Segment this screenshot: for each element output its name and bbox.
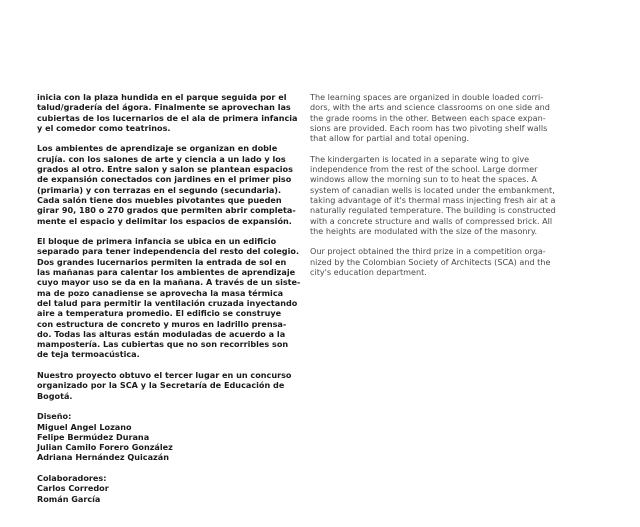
spanish-text-line: Carlos Corredor [37,483,109,494]
spanish-text-line: aire a temperatura promedio. El edificio se construye [37,308,282,319]
english-text-line: naturally regulated temperature. The building is constructed [310,205,556,216]
spanish-paragraph [37,473,289,504]
spanish-text-line: y el comedor como teatrinos. [37,122,171,133]
spanish-text-line: Cada salón tiene dos muebles pivotantes que pueden [37,194,282,205]
english-text-line: with a concrete structure and walls of compressed brick. All [310,215,553,226]
spanish-text-line: El bloque de primera infancia se ubica en un edificio [37,236,277,247]
spanish-text-line: organizado por la SCA y la Secretaría de Educación de [37,380,285,391]
spanish-text-line: de teja termoacústica. [37,349,140,360]
english-text-line: The learning spaces are organized in double loaded corri- [310,92,544,102]
spanish-text-line: Los ambientes de aprendizaje se organizan en doble [37,143,278,154]
english-text-line: the grade rooms in the other. Between each space expan- [310,112,546,123]
spanish-text-line: Dos grandes lucernarios permiten la entrada de sol en [37,256,287,267]
english-paragraph [310,246,572,277]
spanish-text-line: cubiertas de los lucernarios de el ala de primera infancia [37,112,298,123]
spanish-text-line: do. Todas las alturas están moduladas de acuerdo a la [37,328,286,339]
spanish-text-line: girar 90, 180 o 270 grados que permiten abrir completa- [37,205,296,216]
english-text-line: windows allow the morning sun to to heat the spaces. A [310,174,537,185]
english-text-line: sions are provided. Each room has two pivoting shelf walls [310,122,548,133]
english-paragraph [310,154,572,236]
english-text-line: city's education department. [310,267,427,278]
spanish-text-line: talud/gradería del ágora. Finalmente se aprovechan las [37,102,291,113]
spanish-text-line: Nuestro proyecto obtuvo el tercer lugar en un concurso [37,370,292,381]
spanish-text-line: separado para tener independencia del resto del colegio. [37,246,300,257]
spanish-text-line: grados al otro. Entre salon y salon se plantean espacios [37,164,293,175]
spanish-text-line: Diseño: [37,411,72,422]
spanish-text-line: mente el espacio y delimitar los espacios de expansión. [37,215,292,226]
spanish-text-line: inicia con la plaza hundida en el parque seguida por el [37,92,287,102]
spanish-text-line: con estructura de concreto y muros en ladrillo prensa- [37,318,287,329]
spanish-text-line: Felipe Bermúdez Durana [37,431,150,442]
english-text-line: system of canadian wells is located under the embankment, [310,184,555,195]
spanish-text-line: Julian Camilo Forero González [37,442,173,453]
spanish-paragraph [37,236,301,360]
spanish-text-line: Colaboradores: [37,472,107,483]
spanish-text-line: de expansión conectados con jardines en el primer piso [37,174,292,185]
spanish-text-line: ma de pozo canadiense se aprovecha la masa térmica [37,287,284,298]
spanish-text-line: Miguel Angel Lozano [37,421,132,432]
english-paragraph [310,92,572,143]
spanish-paragraph [37,92,298,133]
spanish-text-line: las mañanas para calentar los ambientes de aprendizaje [37,267,296,278]
spanish-text-line: Bogotá. [37,390,73,401]
spanish-paragraph [37,143,296,226]
spanish-text-line: (primaria) y con terrazas en el segundo (secundaria). [37,184,282,195]
spanish-text-line: cuyo mayor uso se da en la mañana. A través de un siste- [37,277,301,288]
english-text-line: the heights are modulated with the size of the masonry. [310,225,538,236]
english-text-line: The kindergarten is located in a separate wing to give [310,153,530,164]
spanish-paragraph [37,411,289,462]
spanish-text-column [37,92,301,514]
english-text-line: independence from the rest of the school. Large dormer [310,164,538,175]
spanish-text-line: Román García [37,493,101,504]
spanish-text-line: del talud para permitir la ventilación cruzada inyectando [37,297,298,308]
english-text-line: dors, with the arts and science classrooms on one side and [310,102,550,113]
spanish-text-line: mampostería. Las cubiertas que no son recorribles son [37,339,289,350]
english-text-line: Our project obtained the third prize in a competition orga- [310,246,546,257]
spanish-text-line: Adriana Hernández Quicazán [37,452,169,463]
english-text-line: nized by the Colombian Society of Architects (SCA) and the [310,256,551,267]
english-text-line: that allow for partial and total opening. [310,133,470,144]
spanish-text-line: crujía. con los salones de arte y ciencia a un lado y los [37,153,286,164]
english-text-column [310,92,572,288]
spanish-paragraph [37,370,292,401]
english-text-line: taking advantage of it's thermal mass injecting fresh air at a [310,194,556,205]
